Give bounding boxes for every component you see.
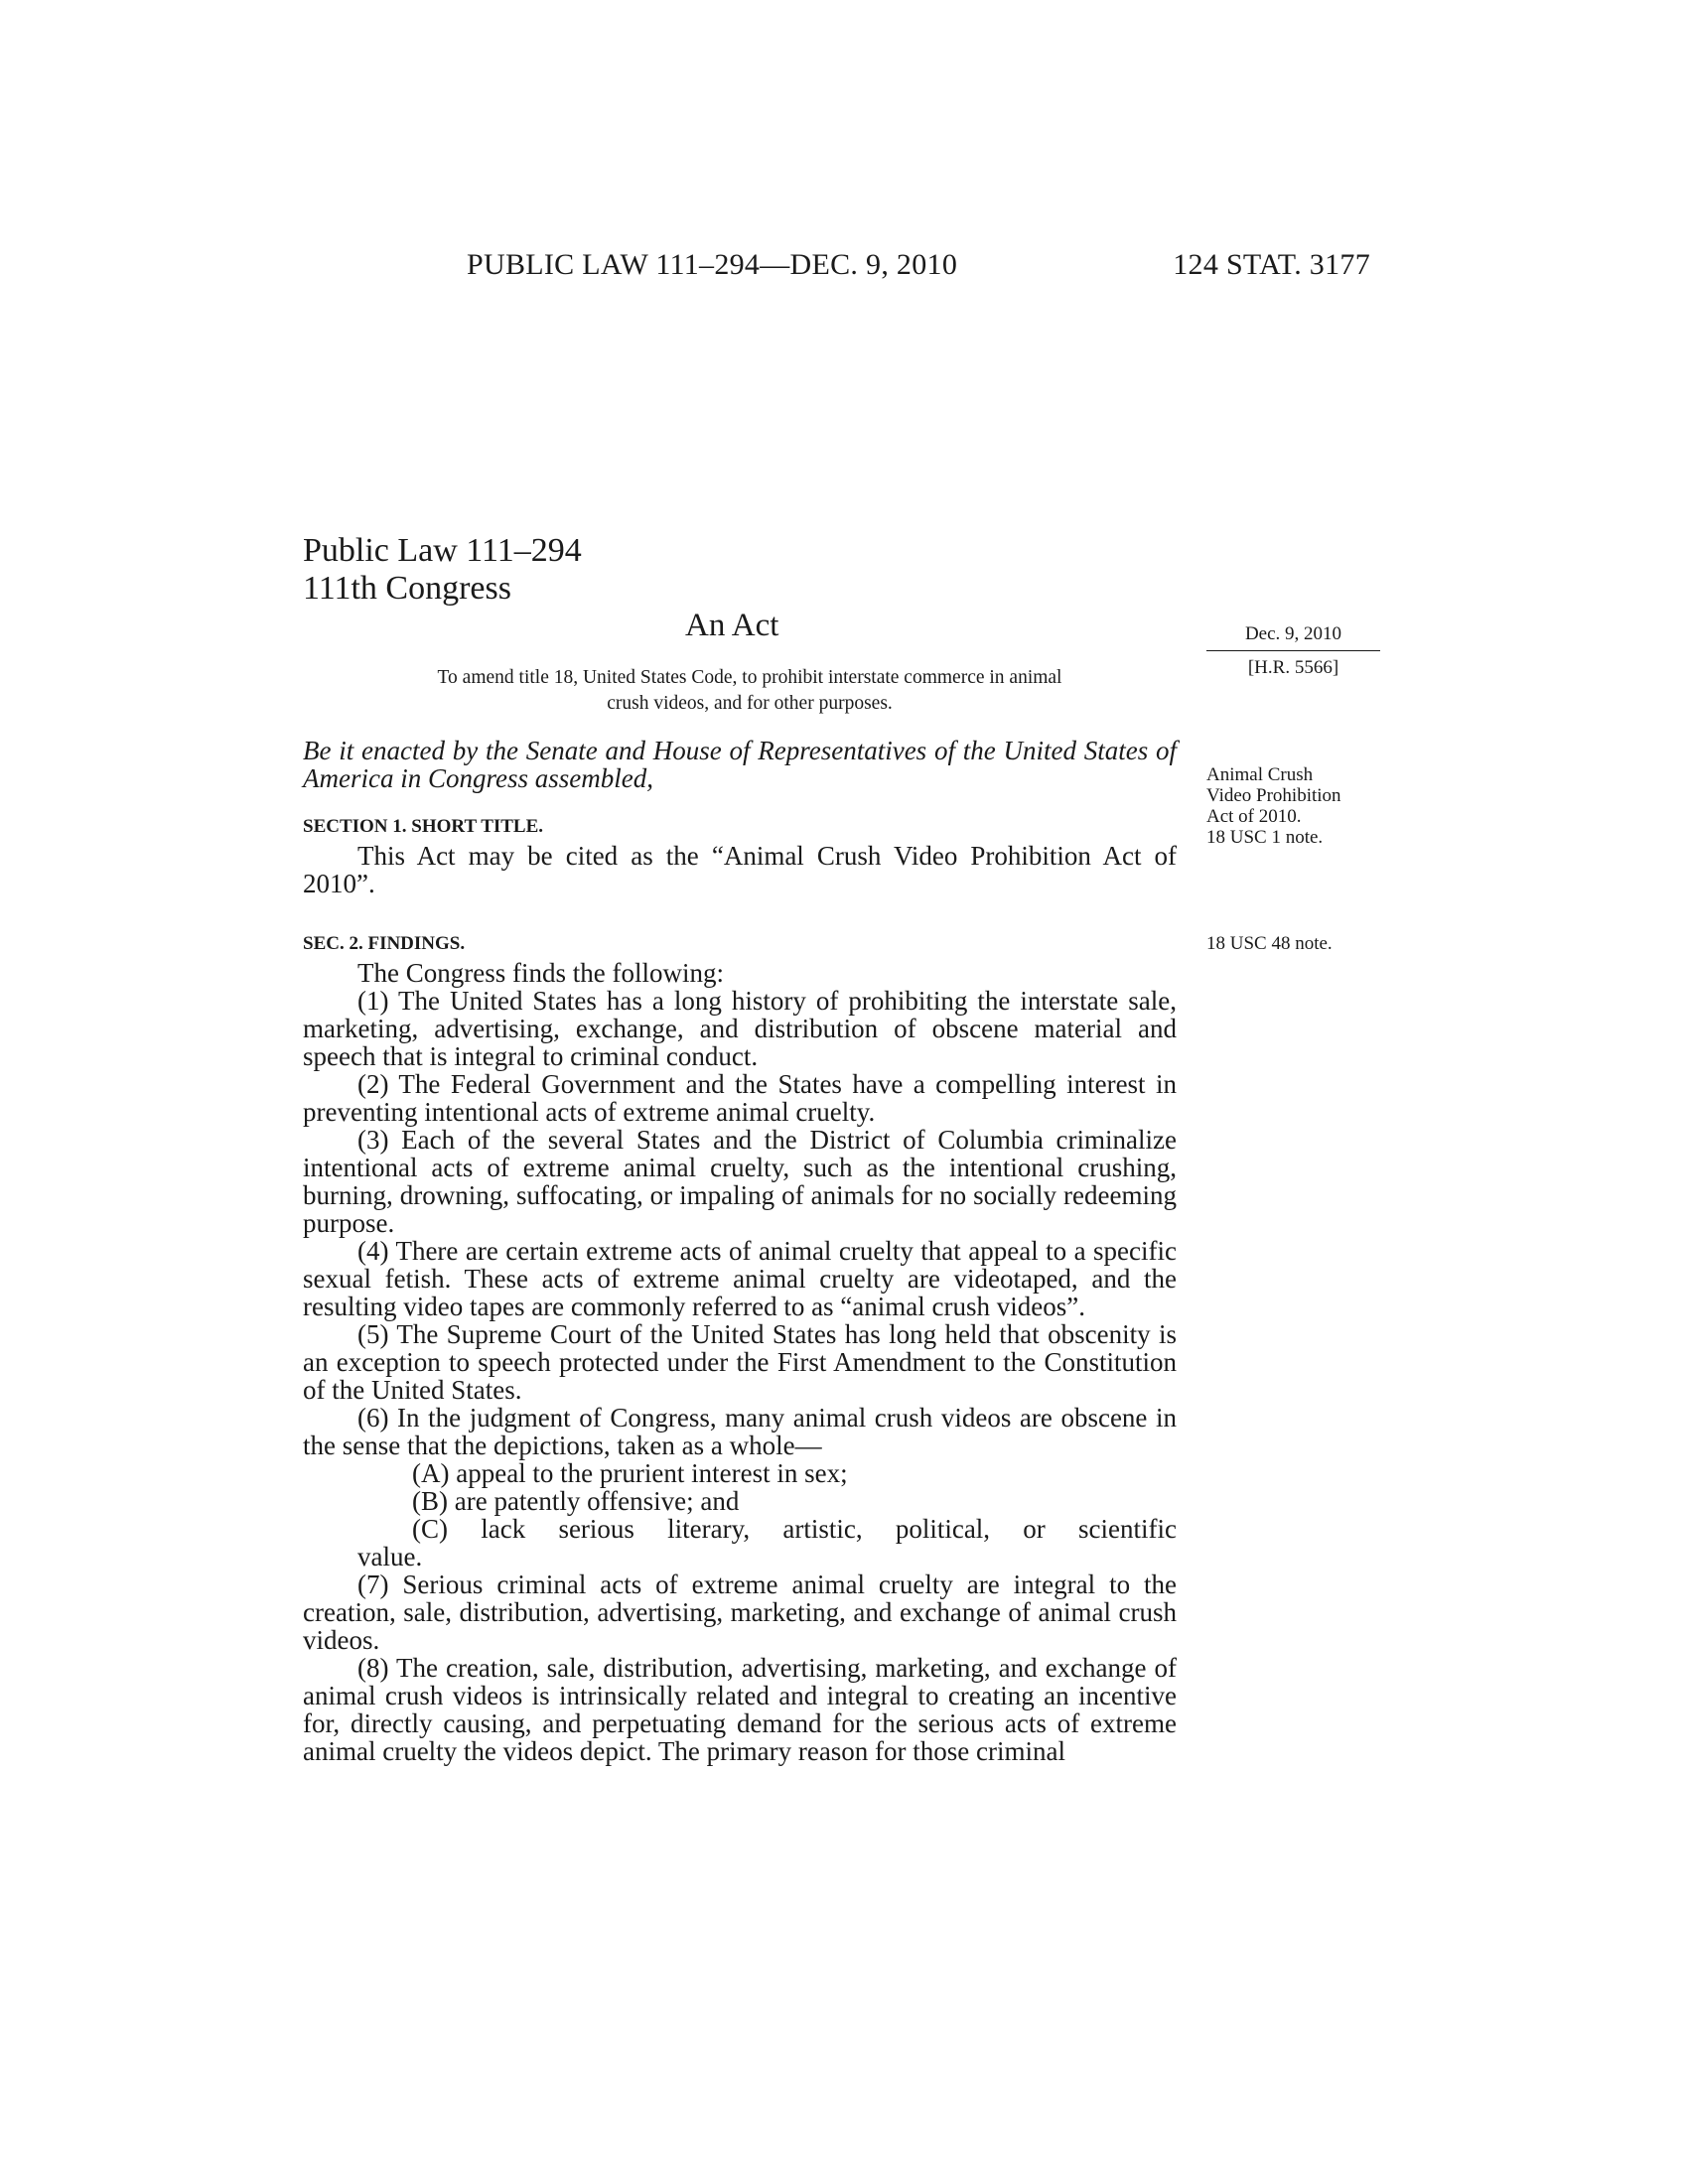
running-head-citation: PUBLIC LAW 111–294—DEC. 9, 2010 xyxy=(467,248,958,281)
section-1-text xyxy=(303,842,1177,897)
public-law-number: Public Law 111–294 xyxy=(303,532,582,569)
congress-number: 111th Congress xyxy=(303,570,511,607)
law-title xyxy=(303,532,582,608)
findings-intro: The Congress finds the following: xyxy=(357,958,724,988)
finding-6-a: (A) appeal to the prurient interest in sex; xyxy=(412,1458,848,1488)
short-title-paragraph: This Act may be cited as the “Animal Crush Video Prohibition Act of 2010”. xyxy=(303,841,1177,898)
margin-note-line: Act of 2010. xyxy=(1206,806,1302,827)
enactment-date: Dec. 9, 2010 xyxy=(1206,623,1380,651)
finding-8: (8) The creation, sale, distribution, advertising, marketing, and exchange of animal crush videos is intrinsically related and integral to creating an incentive for, directly causing, and perpetuating demand for the serious acts of extreme animal cruelty the videos depict. The primary reason for those criminal xyxy=(303,1653,1177,1766)
running-head-stat-page: 124 STAT. 3177 xyxy=(1173,248,1370,281)
finding-6-b: (B) are patently offensive; and xyxy=(412,1486,740,1516)
margin-note-short-title xyxy=(1206,764,1380,848)
finding-6: (6) In the judgment of Congress, many animal crush videos are obscene in the sense that the depictions, taken as a whole— xyxy=(303,1403,1177,1460)
finding-2: (2) The Federal Government and the States have a compelling interest in preventing intentional acts of extreme animal cruelty. xyxy=(303,1069,1177,1127)
enacting-clause: Be it enacted by the Senate and House of Representatives of the United States of America in Congress assembled, xyxy=(303,736,1177,793)
act-heading: An Act xyxy=(685,608,779,643)
act-purpose xyxy=(323,665,1177,717)
finding-5: (5) The Supreme Court of the United States has long held that obscenity is an exception to speech protected under the First Amendment to the Constitution of the United States. xyxy=(303,1319,1177,1405)
finding-6-c-continuation: value. xyxy=(357,1542,423,1571)
finding-7: (7) Serious criminal acts of extreme animal cruelty are integral to the creation, sale, distribution, advertising, marketing, and exchange of animal crush videos. xyxy=(303,1570,1177,1655)
margin-date-box xyxy=(1206,623,1380,678)
finding-3: (3) Each of the several States and the District of Columbia criminalize intentional acts of extreme animal cruelty, such as the intentional crushing, burning, drowning, suffocating, or impaling of animals for no socially redeeming purpose. xyxy=(303,1125,1177,1238)
act-purpose-line-1: To amend title 18, United States Code, to prohibit interstate commerce in animal xyxy=(437,667,1062,688)
finding-1: (1) The United States has a long history of prohibiting the interstate sale, marketing, advertising, exchange, and distribution of obscene material and speech that is integral to criminal conduct. xyxy=(303,986,1177,1071)
section-2-heading: SEC. 2. FINDINGS. xyxy=(303,933,466,954)
act-purpose-line-2: crush videos, and for other purposes. xyxy=(607,693,893,714)
section-1-heading: SECTION 1. SHORT TITLE. xyxy=(303,816,544,837)
findings-block xyxy=(303,959,1177,1765)
margin-note-line: Video Prohibition xyxy=(1206,785,1341,806)
margin-note-line: Animal Crush xyxy=(1206,764,1314,785)
finding-6-c: (C) lack serious literary, artistic, political, or scientific xyxy=(412,1514,1177,1544)
margin-note-findings: 18 USC 48 note. xyxy=(1206,933,1333,954)
finding-4: (4) There are certain extreme acts of animal cruelty that appeal to a specific sexual fetish. These acts of extreme animal cruelty are videotaped, and the resulting video tapes are commonly referred to as “animal crush videos”. xyxy=(303,1236,1177,1321)
bill-number: [H.R. 5566] xyxy=(1247,657,1339,678)
margin-note-line: 18 USC 1 note. xyxy=(1206,827,1324,848)
